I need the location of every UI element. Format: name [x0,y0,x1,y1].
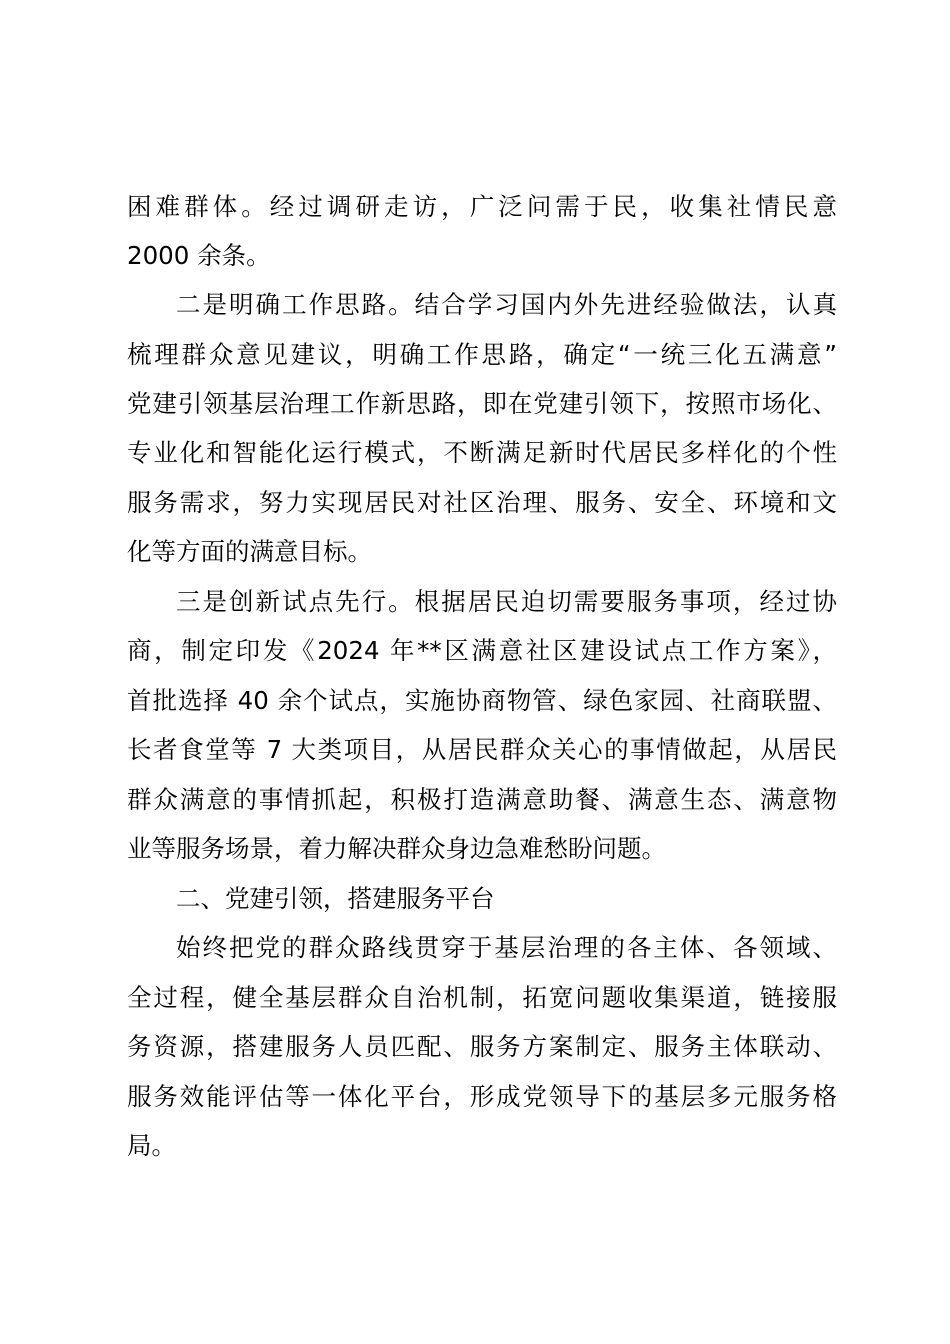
body-text-line: 商，制定印发《2024 年**区满意社区建设试点工作方案》， [127,636,837,665]
paragraph-lead-line: 二是明确工作思路。结合学习国内外先进经验做法，认真 [176,290,837,319]
section-heading: 二、党建引领，搭建服务平台 [176,884,495,913]
body-text-line: 党建引领基层治理工作新思路，即在党建引领下，按照市场化、 [127,389,837,418]
body-text-line: 局。 [127,1131,176,1160]
body-text-line: 业等服务场景，着力解决群众身边急难愁盼问题。 [127,834,666,863]
body-text-line: 首批选择 40 余个试点，实施协商物管、绿色家园、社商联盟、 [127,686,837,715]
paragraph-lead-line: 三是创新试点先行。根据居民迫切需要服务事项，经过协 [176,587,837,616]
body-text-line: 2000 余条。 [127,241,271,270]
body-text-line: 服务需求，努力实现居民对社区治理、服务、安全、环境和文 [127,488,837,517]
body-text-line: 群众满意的事情抓起，积极打造满意助餐、满意生态、满意物 [127,785,837,814]
body-text-line: 困难群体。经过调研走访，广泛问需于民，收集社情民意 [127,192,837,221]
paragraph-lead-line: 始终把党的群众路线贯穿于基层治理的各主体、各领域、 [176,933,837,962]
body-text-line: 化等方面的满意目标。 [127,537,372,566]
body-text-line: 长者食堂等 7 大类项目，从居民群众关心的事情做起，从居民 [127,735,837,764]
body-text-line: 专业化和智能化运行模式，不断满足新时代居民多样化的个性 [127,438,837,467]
body-text-line: 梳理群众意见建议，明确工作思路，确定“一统三化五满意” [127,340,837,369]
body-text-line: 务资源，搭建服务人员匹配、服务方案制定、服务主体联动、 [127,1032,837,1061]
body-text-line: 全过程，健全基层群众自治机制，拓宽问题收集渠道，链接服 [127,983,837,1012]
body-text-line: 服务效能评估等一体化平台，形成党领导下的基层多元服务格 [127,1082,837,1111]
